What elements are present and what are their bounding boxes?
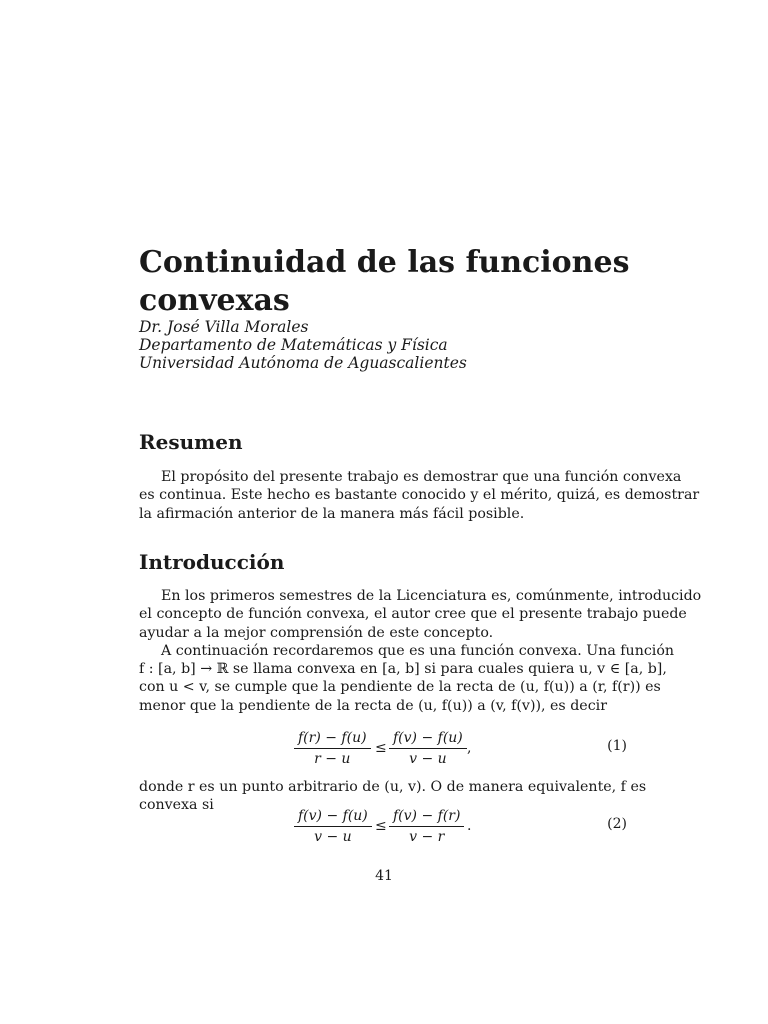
eq2-number: (2) [607,816,627,832]
eq2-rhs-denominator: v − r [409,829,445,845]
resumen-line: la afirmación anterior de la manera más fácil posible. [139,505,525,522]
eq1-rhs-numerator: f(v) − f(u) [389,730,467,749]
eq1-lhs-numerator: f(r) − f(u) [294,730,371,749]
author-university: Universidad Autónoma de Aguascalientes [139,354,467,372]
page-number: 41 [375,868,393,884]
eq1-rhs-denominator: v − u [409,751,447,767]
eq2-operator: ≤ [375,818,387,834]
eq1-lhs-fraction [294,730,371,767]
intro-line: el concepto de función convexa, el autor cree que el presente trabajo puede [139,606,687,623]
intro-line: donde r es un punto arbitrario de (u, v). O de manera equivalente, f es [139,779,647,795]
equation-1 [139,730,627,780]
author-department: Departamento de Matemáticas y Física [139,336,448,354]
resumen-paragraph [139,468,700,523]
intro-paragraph-1 [139,587,702,715]
intro-line: convexa si [139,797,214,814]
eq2-lhs-fraction [294,808,372,845]
intro-line: con u < v, se cumple que la pendiente de la recta de (u, f(u)) a (r, f(r)) es [139,679,661,696]
author-block [139,318,467,372]
resumen-line: El propósito del presente trabajo es demostrar que una función convexa [161,469,682,485]
author-name: Dr. José Villa Morales [139,318,309,336]
intro-line: ayudar a la mejor comprensión de este concepto. [139,624,494,641]
eq2-lhs-denominator: v − u [314,829,352,845]
paper-title: Continuidad de las funciones convexas [139,245,630,318]
intro-line: A continuación recordaremos que es una función convexa. Una función [161,642,674,659]
intro-line: f : [a, b] → ℝ se llama convexa en [a, b] si para cuales quiera u, v ∈ [a, b], [139,661,667,678]
eq1-punctuation: , [467,740,472,756]
intro-line: En los primeros semestres de la Licenciatura es, comúnmente, introducido [161,588,702,604]
eq2-rhs-numerator: f(v) − f(r) [389,808,464,827]
eq1-rhs-fraction [389,730,467,767]
eq1-lhs-denominator: r − u [314,751,351,767]
eq2-rhs-fraction [389,808,464,845]
resumen-heading: Resumen [139,430,243,454]
equation-2 [139,808,627,858]
resumen-line: es continua. Este hecho es bastante conocido y el mérito, quizá, es demostrar [139,487,700,504]
eq1-number: (1) [607,738,627,754]
introduccion-heading: Introducción [139,550,285,574]
eq2-lhs-numerator: f(v) − f(u) [294,808,372,827]
intro-line: menor que la pendiente de la recta de (u, f(u)) a (v, f(v)), es decir [139,697,607,714]
eq1-operator: ≤ [375,740,387,756]
eq2-punctuation: . [467,818,472,834]
